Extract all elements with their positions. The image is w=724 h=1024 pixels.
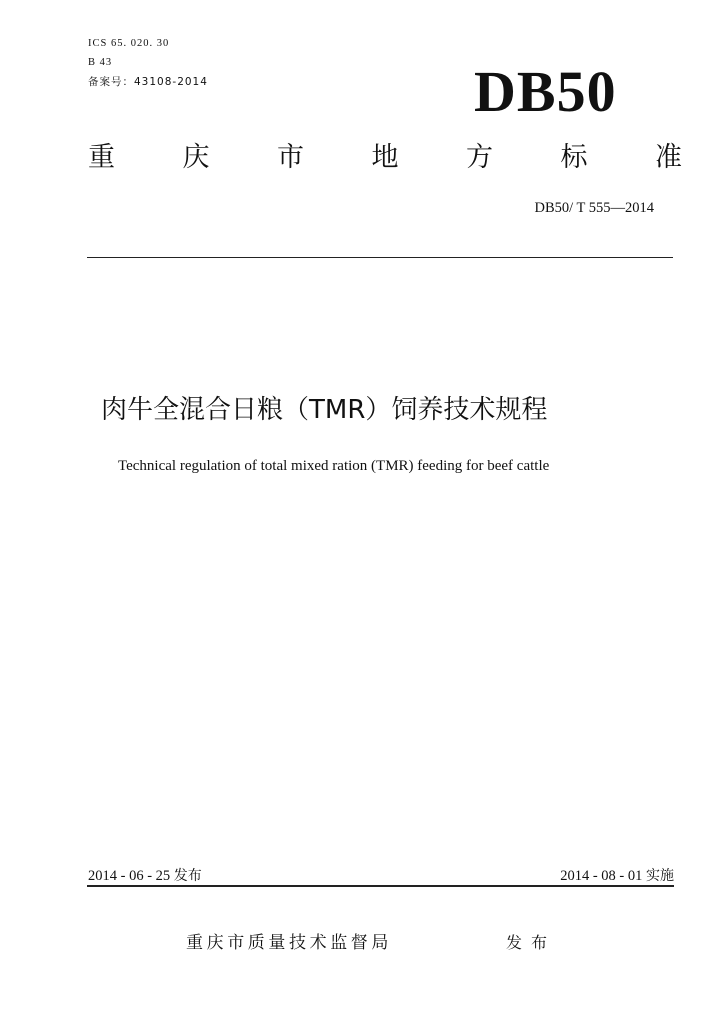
document-title-chinese: 肉牛全混合日粮（TMR）饲养技术规程: [101, 395, 548, 425]
bottom-divider: [87, 885, 674, 887]
implementation-date-label: 实施: [646, 868, 674, 884]
filing-number: 备案号：43108-2014: [88, 76, 208, 88]
top-divider: [87, 257, 673, 258]
ics-code: ICS 65. 020. 30: [88, 38, 170, 49]
standard-code-logo: DB50: [474, 59, 617, 124]
issue-action-label: 发布: [506, 933, 557, 952]
standard-type-char: 地: [371, 142, 399, 173]
standard-type-char: 方: [466, 142, 493, 173]
implementation-date-value: 2014 - 08 - 01: [560, 868, 643, 884]
issuing-authority: 重庆市质量技术监督局: [186, 933, 392, 953]
standard-type-char: 标: [560, 142, 588, 173]
standard-type-char: 庆: [182, 142, 210, 173]
issue-date-value: 2014 - 06 - 25: [88, 868, 171, 884]
standard-type-char: 重: [88, 142, 115, 173]
standard-number: DB50/ T 555—2014: [534, 200, 654, 216]
standard-type-heading: [88, 141, 682, 175]
document-title-english: Technical regulation of total mixed ration (TMR) feeding for beef cattle: [118, 458, 550, 474]
issue-date-label: 发布: [173, 868, 202, 884]
ccs-code: B 43: [88, 57, 113, 68]
implementation-date: [560, 866, 674, 886]
issue-date: [88, 866, 202, 886]
standard-type-char: 准: [655, 142, 682, 173]
standard-type-char: 市: [277, 142, 304, 173]
